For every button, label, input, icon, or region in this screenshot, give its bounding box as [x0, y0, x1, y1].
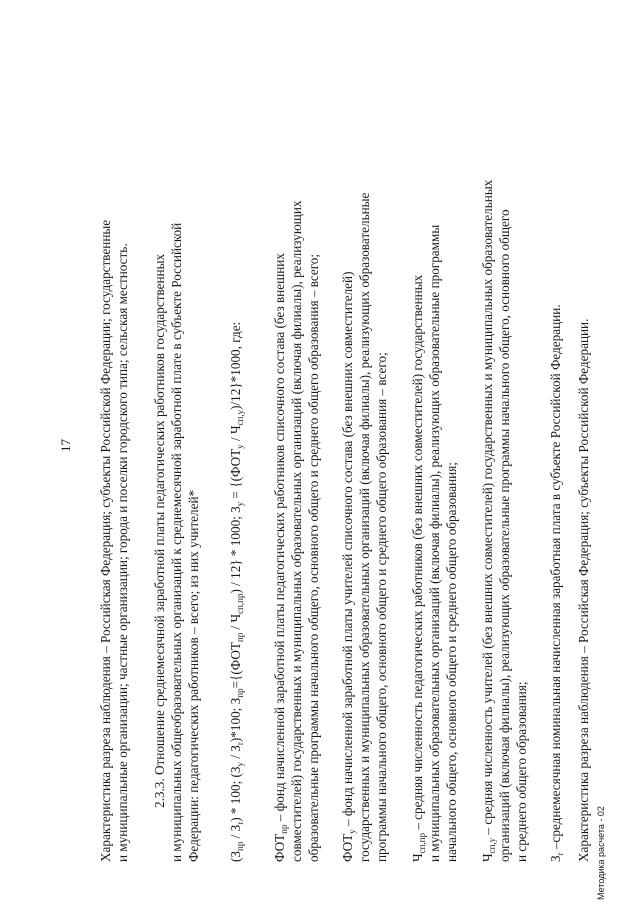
paragraph-zr [548, 92, 565, 862]
text-line: образовательные программы начального общего, основного общего и среднего общего образования – всего; [305, 253, 321, 862]
text-line: организаций (включая филиалы), реализующих образовательные программы начального общего, основного общего [496, 209, 512, 862]
text-line: и муниципальные организации; частные организации; города и поселки городского типа; сельская местность. [114, 243, 130, 862]
paragraph-observation-1 [98, 92, 132, 862]
text-line: $ФОТ_{пр}$ – фонд начисленной заработной платы педагогических работников списочного состава (без внешних [272, 253, 289, 862]
text-line: начального общего, основного общего и среднего общего образования; [443, 462, 459, 862]
text-line: и муниципальных образовательных организаций (включая филиалы), реализующих образовательные программы [426, 224, 442, 862]
text-line: Характеристика разреза наблюдения – Российская Федерация; субъекты Российской Федерации. [576, 318, 591, 862]
paragraph-observation-2 [576, 92, 593, 862]
paragraph-formula [228, 92, 245, 862]
paragraph-ch-sp-pr [410, 92, 460, 862]
text-line: и среднего общего образования; [513, 681, 529, 862]
page-number: 17 [58, 439, 73, 452]
text-line: и муниципальных общеобразовательных организаций к среднемесячной заработной плате в субъекте Российской [168, 222, 184, 862]
text-line: программы начального общего, основного общего и среднего общего образования – всего; [373, 352, 389, 862]
text-line: $З_r$ –среднемесячная номинальная начисленная заработная плата в субъекте Российской Федерации. [548, 304, 565, 862]
text-line: $Ч_{сп,пр}$ – средняя численность педагогических работников (без внешних совместителей) государственных [410, 274, 427, 862]
paragraph-fot-y [340, 92, 390, 862]
text-line: совместителей) государственных и муниципальных образовательных организаций (включая филиалы), реализующих [288, 200, 304, 862]
text-line: Характеристика разреза наблюдения – Российская Федерация; субъекты Российской Федерации; государственные [98, 219, 113, 862]
text-line: Федерации: педагогических работников – всего; из них учителей* [185, 489, 201, 862]
text-line: государственных и муниципальных образовательных организаций (включая филиалы), реализующих образовательные [356, 192, 372, 862]
footer: Методика расчета - 02 [596, 806, 606, 900]
paragraph-2-3-3 [152, 92, 202, 862]
text-line: $ФОТ_y$ – фонд начисленной заработной платы учителей списочного состава (без внешних совместителей) [340, 271, 357, 862]
rotated-content [40, 42, 600, 862]
text-line: $Ч_{сп,у}$ – средняя численность учителей (без внешних совместителей) государственных и муниципальных образовательных [480, 179, 497, 862]
text-line: 2.3.3. Отношение среднемесячной заработной платы педагогических работников государственных [152, 253, 167, 808]
formula-line: $(З_{пр} / З_r) * 100$; $(З_y / З_r)*100$; $З_{пр}=\{(ФОТ_{пр} / Ч_{сп,пр}) / 12\} * 1000$; $З_y = \{(ФОТ_y / Ч_{сп,у})/12\}*1000$, где: [228, 321, 245, 862]
paragraph-fot-pr [272, 92, 322, 862]
paragraph-ch-sp-u [480, 92, 530, 862]
